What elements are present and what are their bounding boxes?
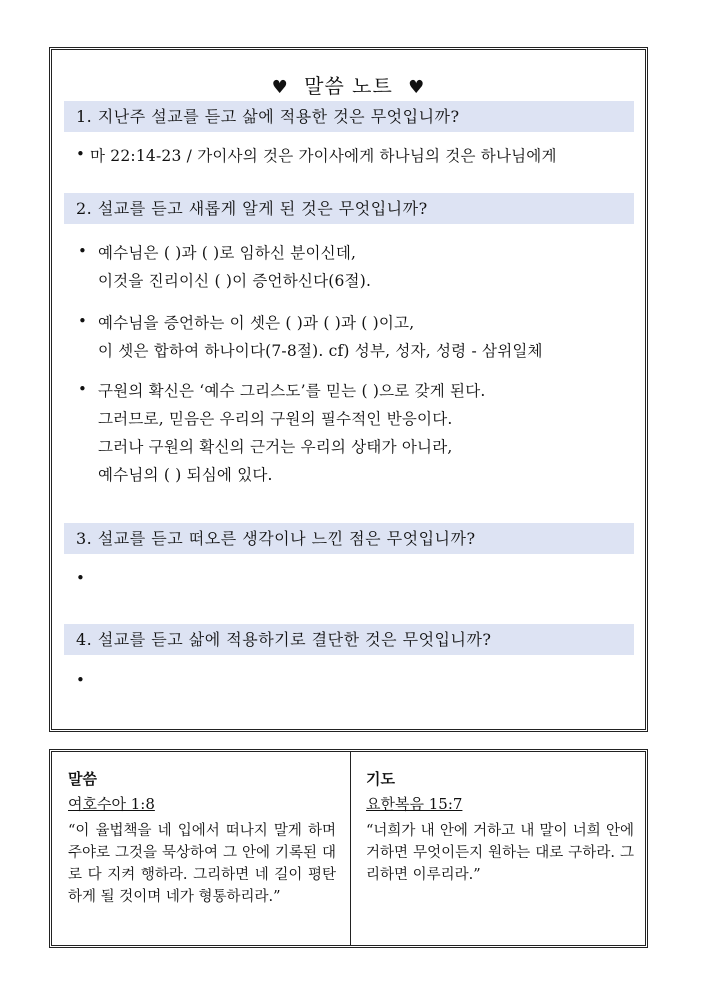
- bullet-icon: •: [76, 671, 85, 689]
- fill-in-line: 구원의 확신은 ‘예수 그리스도’를 믿는 ( )으로 갖게 된다.: [98, 382, 486, 400]
- question-4: 4. 설교를 듣고 삶에 적용하기로 결단한 것은 무엇입니까?: [64, 624, 634, 655]
- notes-title: [52, 70, 645, 99]
- heart-icon: ♥: [271, 77, 289, 98]
- question-1: 1. 지난주 설교를 듣고 삶에 적용한 것은 무엇입니까?: [64, 101, 634, 132]
- prayer-heading: 기도: [366, 770, 395, 788]
- word-heading: 말씀: [68, 770, 97, 788]
- question-2: 2. 설교를 듣고 새롭게 알게 된 것은 무엇입니까?: [64, 193, 634, 224]
- prayer-section: [366, 768, 634, 886]
- fill-in-line: 예수님은 ( )과 ( )로 임하신 분이신데,: [98, 244, 357, 262]
- column-divider: [350, 752, 351, 945]
- fill-in-line: 그러나 구원의 확신의 근거는 우리의 상태가 아니라,: [98, 438, 453, 456]
- fill-in-line: 이 셋은 합하여 하나이다(7-8절). cf) 성부, 성자, 성령 - 삼위일체: [98, 342, 543, 360]
- bullet-icon: •: [76, 145, 85, 163]
- bullet-icon: •: [78, 380, 87, 398]
- fill-in-line: 그러므로, 믿음은 우리의 구원의 필수적인 반응이다.: [98, 410, 453, 428]
- bullet-icon: •: [78, 312, 87, 330]
- fill-in-line: 예수님을 증언하는 이 셋은 ( )과 ( )과 ( )이고,: [98, 314, 415, 332]
- word-reference: 여호수아 1:8: [68, 795, 155, 813]
- fill-in-line: 예수님의 ( ) 되심에 있다.: [98, 466, 273, 484]
- sermon-notes-panel: [49, 47, 648, 732]
- fill-in-line: 이것을 진리이신 ( )이 증언하신다(6절).: [98, 272, 372, 290]
- heart-icon: ♥: [408, 77, 426, 98]
- notes-title-text: 말씀 노트: [304, 74, 393, 98]
- scripture-prayer-panel: [49, 749, 648, 948]
- word-verse: “이 율법책을 네 입에서 떠나지 말게 하며 주야로 그것을 묵상하여 그 안에 기록된 대로 다 지켜 행하라. 그리하면 네 길이 평탄하게 될 것이며 네가 형통하리라.”: [68, 823, 336, 905]
- word-section: [68, 768, 336, 908]
- prayer-reference: 요한복음 15:7: [366, 795, 463, 813]
- bullet-icon: •: [78, 242, 87, 260]
- prayer-verse: “너희가 내 안에 거하고 내 말이 너희 안에 거하면 무엇이든지 원하는 대로 구하라. 그리하면 이루리라.”: [366, 823, 634, 883]
- question-3: 3. 설교를 듣고 떠오른 생각이나 느낀 점은 무엇입니까?: [64, 523, 634, 554]
- answer-1: 마 22:14-23 / 가이사의 것은 가이사에게 하나님의 것은 하나님에게: [90, 147, 557, 165]
- bullet-icon: •: [76, 569, 85, 587]
